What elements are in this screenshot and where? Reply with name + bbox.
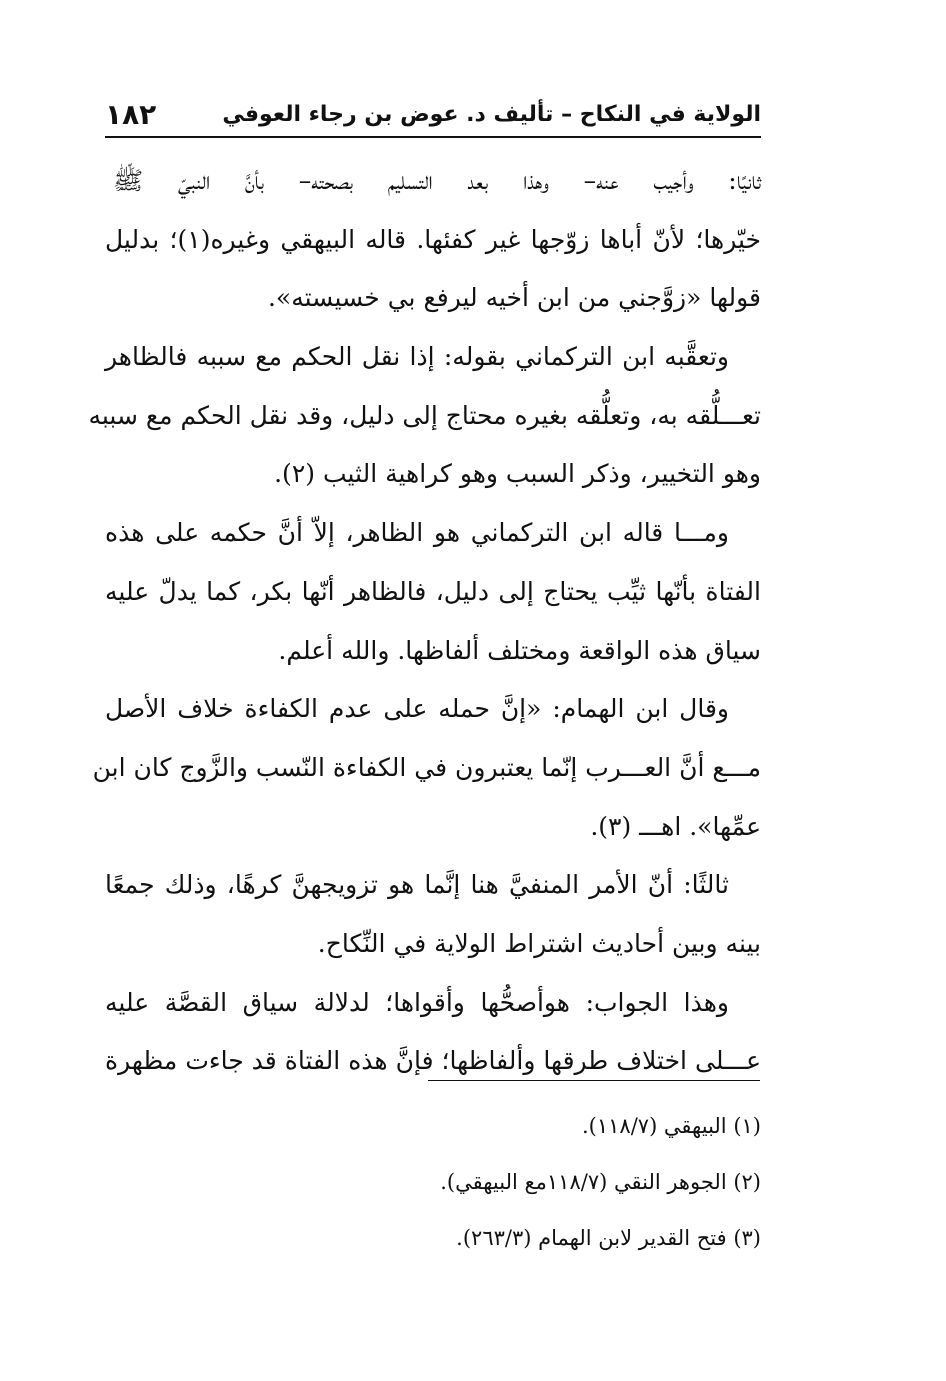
body-line: وتعقَّبه ابن التركماني بقوله: إذا نقل الحكم مع سببه فالظاهر — [105, 342, 729, 372]
body-line: وهو التخيير، وذكر السبب وهو كراهية الثيب (٢). — [274, 459, 761, 489]
footnote: (٢) الجوهر النقي (١١٨/٧مع البيهقي). — [440, 1170, 761, 1194]
body-line: قولها «زوَّجني من ابن أخيه ليرفع بي خسيسته». — [267, 283, 761, 313]
body-line: خيّرها؛ لأنّ أباها زوّجها غير كفئها. قاله البيهقي وغيره(١)؛ بدليل — [105, 224, 762, 254]
running-header — [105, 100, 761, 138]
page-number: ١٨٢ — [105, 98, 157, 131]
footnote-separator — [428, 1080, 760, 1081]
body-line: مـــع أنَّ العـــرب إنّما يعتبرون في الكفاءة النّسب والزَّوج كان ابن — [92, 752, 761, 782]
body-line: ثانيًا: وأجيب عنه– وهذا بعد التسليم بصحته– بأنَّ النبيّ ﷺ — [113, 166, 761, 195]
body-line: وهذا الجواب: هوأصحُّها وأقواها؛ لدلالة سياق القصَّة عليه — [105, 987, 729, 1017]
body-line: تعـــلُّقه به، وتعلُّقه بغيره محتاج إلى دليل، وقد نقل الحكم مع سببه — [88, 400, 761, 430]
body-line: عـــلى اختلاف طرقها وألفاظها؛ فإنَّ هذه الفتاة قد جاءت مظهرة — [105, 1046, 761, 1076]
body-line: ومـــا قاله ابن التركماني هو الظاهر، إلاّ أنَّ حكمه على هذه — [105, 518, 729, 548]
body-text — [88, 152, 762, 1091]
body-line: سياق هذه الواقعة ومختلف ألفاظها. والله أعلم. — [278, 635, 761, 665]
body-line: بينه وبين أحاديث اشتراط الولاية في النِّكاح. — [317, 928, 761, 958]
footnote: (١) البيهقي (١١٨/٧). — [581, 1114, 761, 1138]
body-line: ثالثًا: أنّ الأمر المنفيَّ هنا إنَّما هو تزويجهنَّ كرهًا، وذلك جمعًا — [105, 870, 729, 900]
body-line: الفتاة بأنّها ثيِّب يحتاج إلى دليل، فالظاهر أنّها بكر، كما يدلّ عليه — [105, 576, 761, 606]
footnotes — [105, 1098, 761, 1266]
body-line: وقال ابن الهمام: «إنَّ حمله على عدم الكفاءة خلاف الأصل — [105, 694, 729, 724]
body-line: عمِّها». اهـــ (٣). — [590, 811, 761, 841]
running-title: الولاية في النكاح – تأليف د. عوض بن رجاء العوفي — [222, 102, 761, 127]
footnote: (٣) فتح القدير لابن الهمام (٢٦٣/٣). — [456, 1226, 761, 1250]
